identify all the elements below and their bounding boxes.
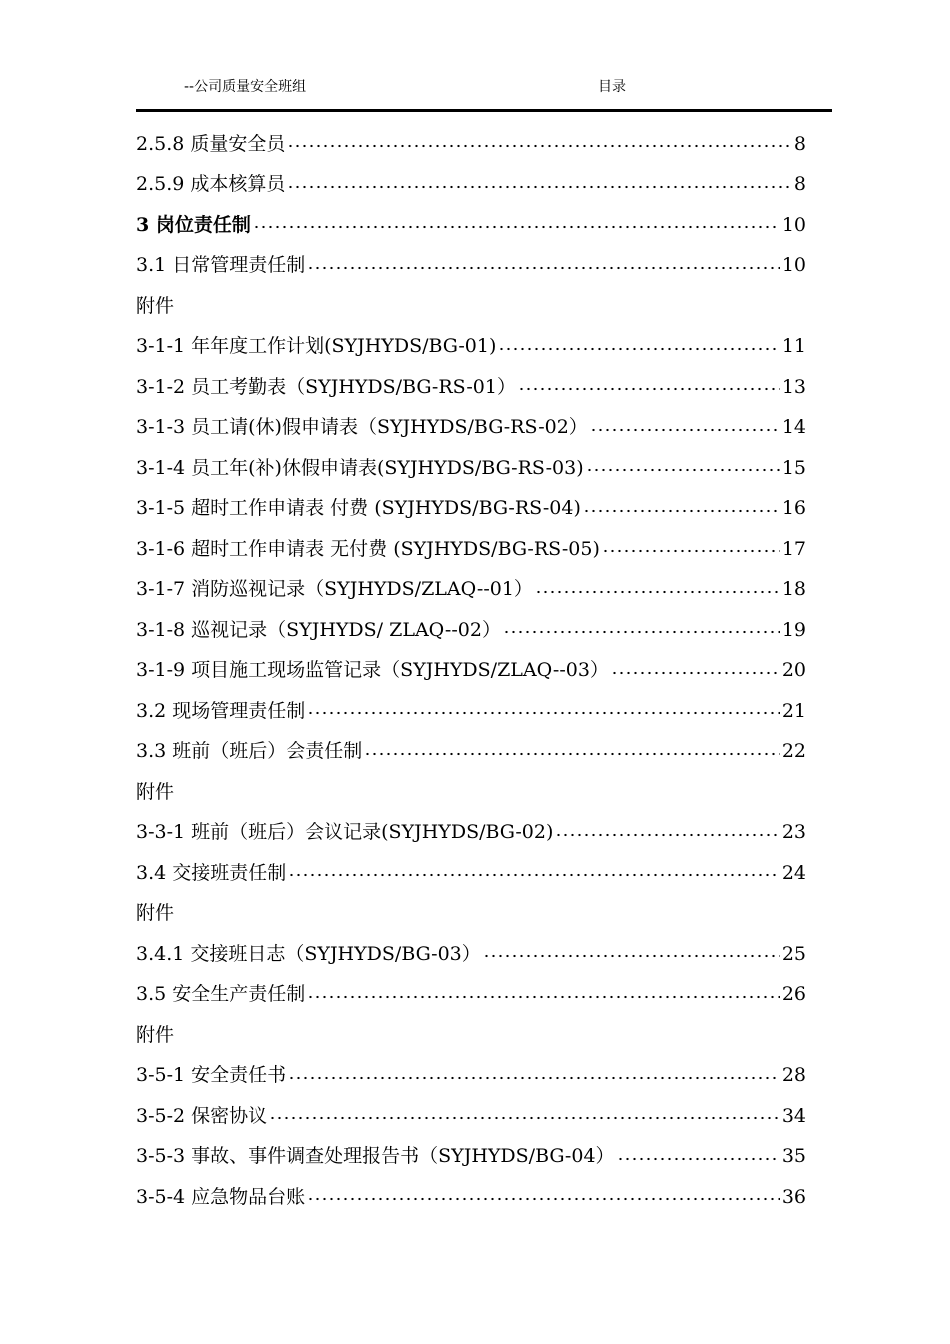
toc-entry[interactable]	[136, 529, 806, 570]
toc-dot-leader	[269, 1116, 780, 1120]
toc-entry-title: 3-1-9 项目施工现场监管记录（SYJHYDS/ZLAQ--03）	[136, 659, 609, 682]
toc-entry-page-number: 25	[781, 942, 806, 965]
toc-entry-page-number: 21	[781, 699, 806, 722]
toc-entry-page-number: 26	[781, 983, 806, 1006]
toc-entry-page-number: 19	[781, 618, 806, 641]
toc-entry-page-number: 11	[781, 335, 806, 358]
toc-entry-title: 3-1-7 消防巡视记录（SYJHYDS/ZLAQ--01）	[136, 578, 533, 601]
page-header	[136, 76, 832, 98]
toc-entry-title: 3-5-2 保密协议	[136, 1104, 268, 1127]
toc-entry-title: 附件	[136, 902, 175, 925]
toc-entry-title: 3-1-3 员工请(休)假申请表（SYJHYDS/BG-RS-02）	[136, 416, 588, 439]
toc-dot-leader	[287, 185, 792, 189]
toc-dot-leader	[518, 387, 780, 391]
toc-entry[interactable]	[136, 610, 806, 651]
toc-dot-leader	[583, 509, 780, 513]
toc-entry-title: 3-5-4 应急物品台账	[136, 1185, 306, 1208]
toc-entry[interactable]	[136, 367, 806, 408]
toc-entry-title: 附件	[136, 294, 175, 317]
toc-entry-page-number: 35	[781, 1145, 806, 1168]
toc-entry[interactable]	[136, 975, 806, 1016]
toc-entry-page-number: 20	[781, 659, 806, 682]
toc-entry-page-number: 15	[781, 456, 806, 479]
toc-entry-page-number: 10	[781, 254, 806, 277]
toc-entry[interactable]	[136, 691, 806, 732]
toc-entry[interactable]	[136, 1015, 806, 1056]
toc-entry-page-number: 28	[781, 1064, 806, 1087]
toc-entry-title: 3-1-1 年年度工作计划(SYJHYDS/BG-01)	[136, 335, 497, 358]
toc-entry-page-number: 36	[781, 1185, 806, 1208]
toc-entry-page-number: 14	[781, 416, 806, 439]
toc-entry-title: 附件	[136, 1023, 175, 1046]
header-divider	[136, 109, 832, 112]
toc-dot-leader	[503, 630, 780, 634]
toc-dot-leader	[617, 1157, 780, 1161]
toc-dot-leader	[307, 995, 780, 999]
toc-entry[interactable]	[136, 327, 806, 368]
toc-dot-leader	[307, 1197, 780, 1201]
toc-dot-leader	[288, 873, 780, 877]
toc-entry[interactable]	[136, 732, 806, 773]
toc-entry-title: 3-3-1 班前（班后）会议记录(SYJHYDS/BG-02)	[136, 821, 554, 844]
toc-entry[interactable]	[136, 772, 806, 813]
toc-entry-title: 3-1-8 巡视记录（SYJHYDS/ ZLAQ--02）	[136, 618, 501, 641]
toc-entry[interactable]	[136, 813, 806, 854]
toc-entry-title: 3-1-2 员工考勤表（SYJHYDS/BG-RS-01）	[136, 375, 516, 398]
toc-entry-page-number: 8	[793, 173, 806, 196]
toc-entry-title: 3-5-1 安全责任书	[136, 1064, 287, 1087]
toc-entry[interactable]	[136, 165, 806, 206]
toc-entry-page-number: 16	[781, 497, 806, 520]
toc-entry[interactable]	[136, 1177, 806, 1218]
toc-entry-page-number: 8	[793, 132, 806, 155]
toc-entry[interactable]	[136, 934, 806, 975]
toc-entry-title: 3-1-6 超时工作申请表 无付费 (SYJHYDS/BG-RS-05)	[136, 537, 600, 560]
toc-entry[interactable]	[136, 1096, 806, 1137]
toc-entry-page-number: 10	[781, 213, 806, 236]
header-section-title: 目录	[598, 79, 626, 95]
toc-entry-title: 3.4 交接班责任制	[136, 861, 287, 884]
toc-entry[interactable]	[136, 124, 806, 165]
toc-dot-leader	[535, 590, 780, 594]
toc-dot-leader	[307, 266, 780, 270]
header-company-label: --公司质量安全班组	[184, 79, 307, 95]
toc-entry-title: 3.2 现场管理责任制	[136, 699, 306, 722]
toc-entry-page-number: 22	[781, 740, 806, 763]
toc-entry-title: 2.5.8 质量安全员	[136, 132, 286, 155]
toc-entry-page-number: 18	[781, 578, 806, 601]
toc-entry-title: 3.1 日常管理责任制	[136, 254, 306, 277]
toc-entry[interactable]	[136, 408, 806, 449]
toc-entry[interactable]	[136, 286, 806, 327]
toc-entry-page-number: 34	[781, 1104, 806, 1127]
toc-entry[interactable]	[136, 651, 806, 692]
toc-dot-leader	[253, 225, 780, 229]
toc-entry-title: 3.5 安全生产责任制	[136, 983, 306, 1006]
toc-dot-leader	[498, 347, 779, 351]
toc-entry[interactable]	[136, 570, 806, 611]
toc-dot-leader	[611, 671, 780, 675]
toc-dot-leader	[602, 549, 780, 553]
table-of-contents	[136, 124, 806, 1218]
toc-entry-title: 3 岗位责任制	[136, 213, 251, 236]
toc-dot-leader	[288, 1076, 780, 1080]
toc-entry[interactable]	[136, 246, 806, 287]
toc-dot-leader	[483, 954, 780, 958]
toc-entry[interactable]	[136, 205, 806, 246]
toc-entry[interactable]	[136, 1137, 806, 1178]
toc-entry-title: 3-1-5 超时工作申请表 付费 (SYJHYDS/BG-RS-04)	[136, 497, 581, 520]
toc-entry-title: 2.5.9 成本核算员	[136, 173, 286, 196]
toc-entry-title: 3.3 班前（班后）会责任制	[136, 740, 363, 763]
toc-entry-title: 3-5-3 事故、事件调查处理报告书（SYJHYDS/BG-04）	[136, 1145, 615, 1168]
toc-dot-leader	[555, 833, 779, 837]
toc-entry-title: 附件	[136, 780, 175, 803]
toc-entry-page-number: 13	[781, 375, 806, 398]
toc-entry[interactable]	[136, 448, 806, 489]
toc-entry[interactable]	[136, 853, 806, 894]
toc-entry-page-number: 24	[781, 861, 806, 884]
toc-entry[interactable]	[136, 1056, 806, 1097]
toc-dot-leader	[586, 468, 780, 472]
toc-entry[interactable]	[136, 894, 806, 935]
toc-dot-leader	[307, 711, 780, 715]
toc-entry-title: 3.4.1 交接班日志（SYJHYDS/BG-03）	[136, 942, 481, 965]
toc-dot-leader	[590, 428, 780, 432]
toc-dot-leader	[364, 752, 780, 756]
toc-entry[interactable]	[136, 489, 806, 530]
toc-entry-page-number: 23	[781, 821, 806, 844]
toc-entry-title: 3-1-4 员工年(补)休假申请表(SYJHYDS/BG-RS-03)	[136, 456, 584, 479]
toc-dot-leader	[287, 144, 792, 148]
toc-entry-page-number: 17	[781, 537, 806, 560]
